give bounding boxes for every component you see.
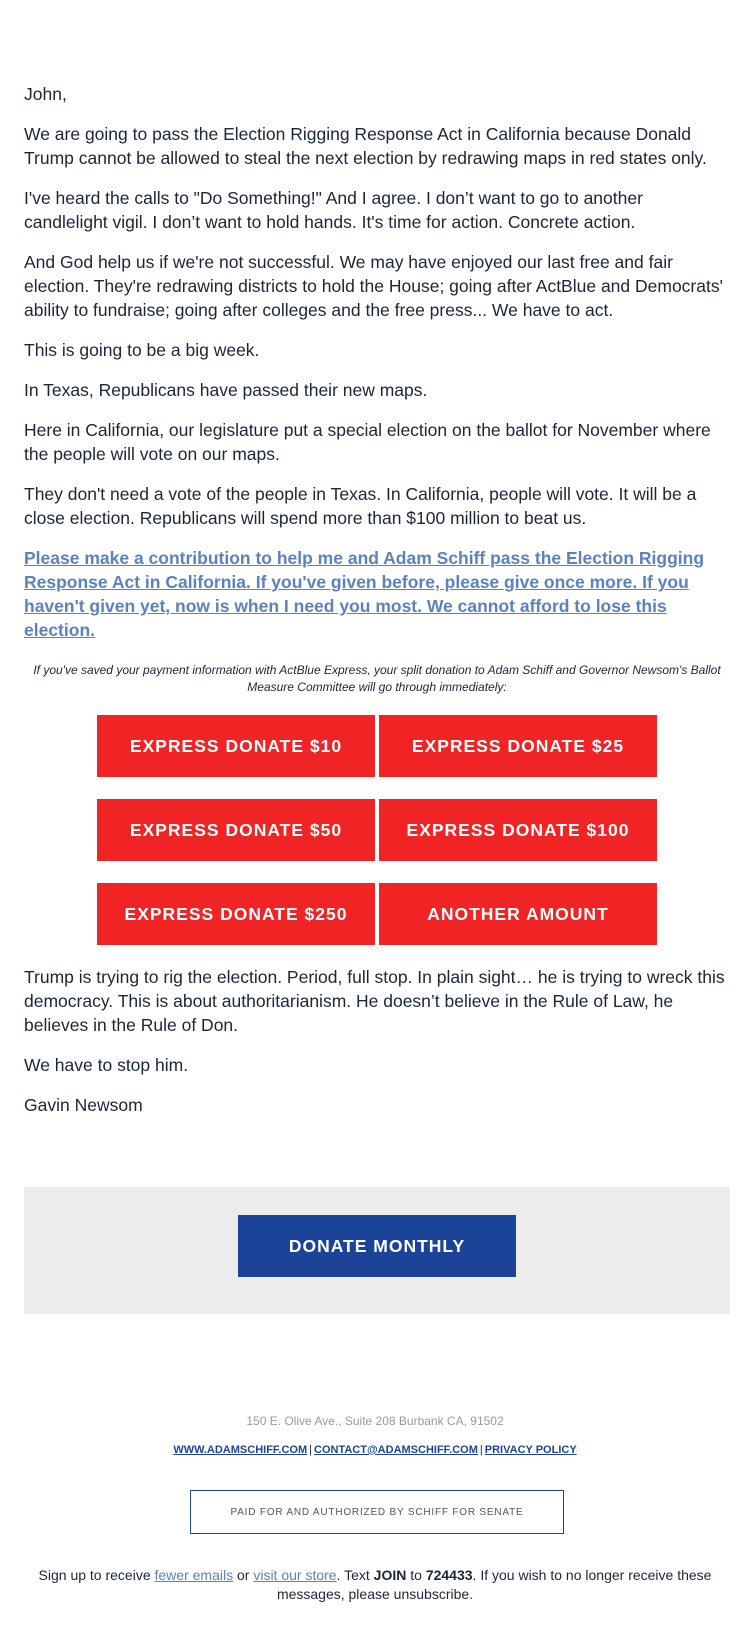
closing-section [24, 965, 730, 1117]
paragraph-3: And God help us if we're not successful. We may have enjoyed our last free and fair election. They're redrawing districts to hold the House; going after ActBlue and Democrats' ability to fundraise; going after colleges and the free press... We have to act. [24, 252, 723, 320]
paragraph-2: I've heard the calls to "Do Something!" And I agree. I don’t want to go to another candlelight vigil. I don’t want to hold hands. It's time for action. Concrete action. [24, 188, 643, 232]
donate-row-3 [97, 883, 657, 945]
footer-address: 150 E. Olive Ave., Suite 208 Burbank CA, 91502 [246, 1414, 504, 1428]
signup-or: or [233, 1567, 254, 1583]
signup-keyword: JOIN [373, 1567, 407, 1583]
express-donate-25-button[interactable]: EXPRESS DONATE $25 [379, 715, 657, 777]
paragraph-4: This is going to be a big week. [24, 340, 260, 360]
closing-paragraph-2: We have to stop him. [24, 1055, 189, 1075]
website-link[interactable]: WWW.ADAMSCHIFF.COM [173, 1444, 308, 1456]
paragraph-1: We are going to pass the Election Rigging Response Act in California because Donald Trump cannot be allowed to steal the next election by redrawing maps in red states only. [24, 124, 707, 168]
express-note: If you've saved your payment information with ActBlue Express, your split donation to Adam Schiff and Governor Newsom's Ballot Measure Committee will go through immediately: [33, 663, 721, 694]
signature: Gavin Newsom [24, 1095, 143, 1115]
signup-text-prefix: . Text [336, 1567, 374, 1583]
contact-email-link[interactable]: CONTACT@ADAMSCHIFF.COM [314, 1444, 478, 1456]
signup-to: to [406, 1567, 426, 1583]
paragraph-7: They don't need a vote of the people in Texas. In California, people will vote. It will be a close election. Republicans will spend more than $100 million to beat us. [24, 484, 697, 528]
footer-links [0, 1444, 750, 1456]
signup-suffix: . If you wish to no longer receive these messages, please unsubscribe. [276, 1567, 712, 1602]
link-separator: | [309, 1444, 312, 1456]
visit-store-link[interactable]: visit our store [253, 1567, 337, 1583]
donate-monthly-button[interactable]: DONATE MONTHLY [238, 1215, 516, 1277]
signup-prefix: Sign up to receive [38, 1567, 155, 1583]
privacy-policy-link[interactable]: PRIVACY POLICY [484, 1444, 577, 1456]
paragraph-6: Here in California, our legislature put a special election on the ballot for November where the people will vote on our maps. [24, 420, 711, 464]
closing-paragraph-1: Trump is trying to rig the election. Period, full stop. In plain sight… he is trying to wreck this democracy. This is about authoritarianism. He doesn’t believe in the Rule of Law, he believes in the Rule of Don. [24, 967, 725, 1035]
express-donate-100-button[interactable]: EXPRESS DONATE $100 [379, 799, 657, 861]
signup-shortcode: 724433 [425, 1567, 473, 1583]
donate-button-grid [97, 715, 657, 945]
express-donate-50-button[interactable]: EXPRESS DONATE $50 [97, 799, 375, 861]
another-amount-button[interactable]: ANOTHER AMOUNT [379, 883, 657, 945]
fewer-emails-link[interactable]: fewer emails [154, 1567, 234, 1583]
contribution-link[interactable]: Please make a contribution to help me and Adam Schiff pass the Election Rigging Response Act in California. If you've given before, please give once more. If you haven't given yet, now is when I need you most. We cannot afford to lose this election. [24, 548, 705, 640]
express-donate-250-button[interactable]: EXPRESS DONATE $250 [97, 883, 375, 945]
email-body [24, 82, 730, 1133]
paragraph-5: In Texas, Republicans have passed their new maps. [24, 380, 428, 400]
paid-for-disclaimer: PAID FOR AND AUTHORIZED BY SCHIFF FOR SENATE [190, 1490, 564, 1534]
donate-row-1 [97, 715, 657, 777]
express-donate-10-button[interactable]: EXPRESS DONATE $10 [97, 715, 375, 777]
link-separator: | [479, 1444, 483, 1456]
signup-text [30, 1566, 720, 1604]
greeting: John, [24, 84, 67, 104]
donate-monthly-panel [24, 1187, 730, 1314]
donate-row-2 [97, 799, 657, 861]
